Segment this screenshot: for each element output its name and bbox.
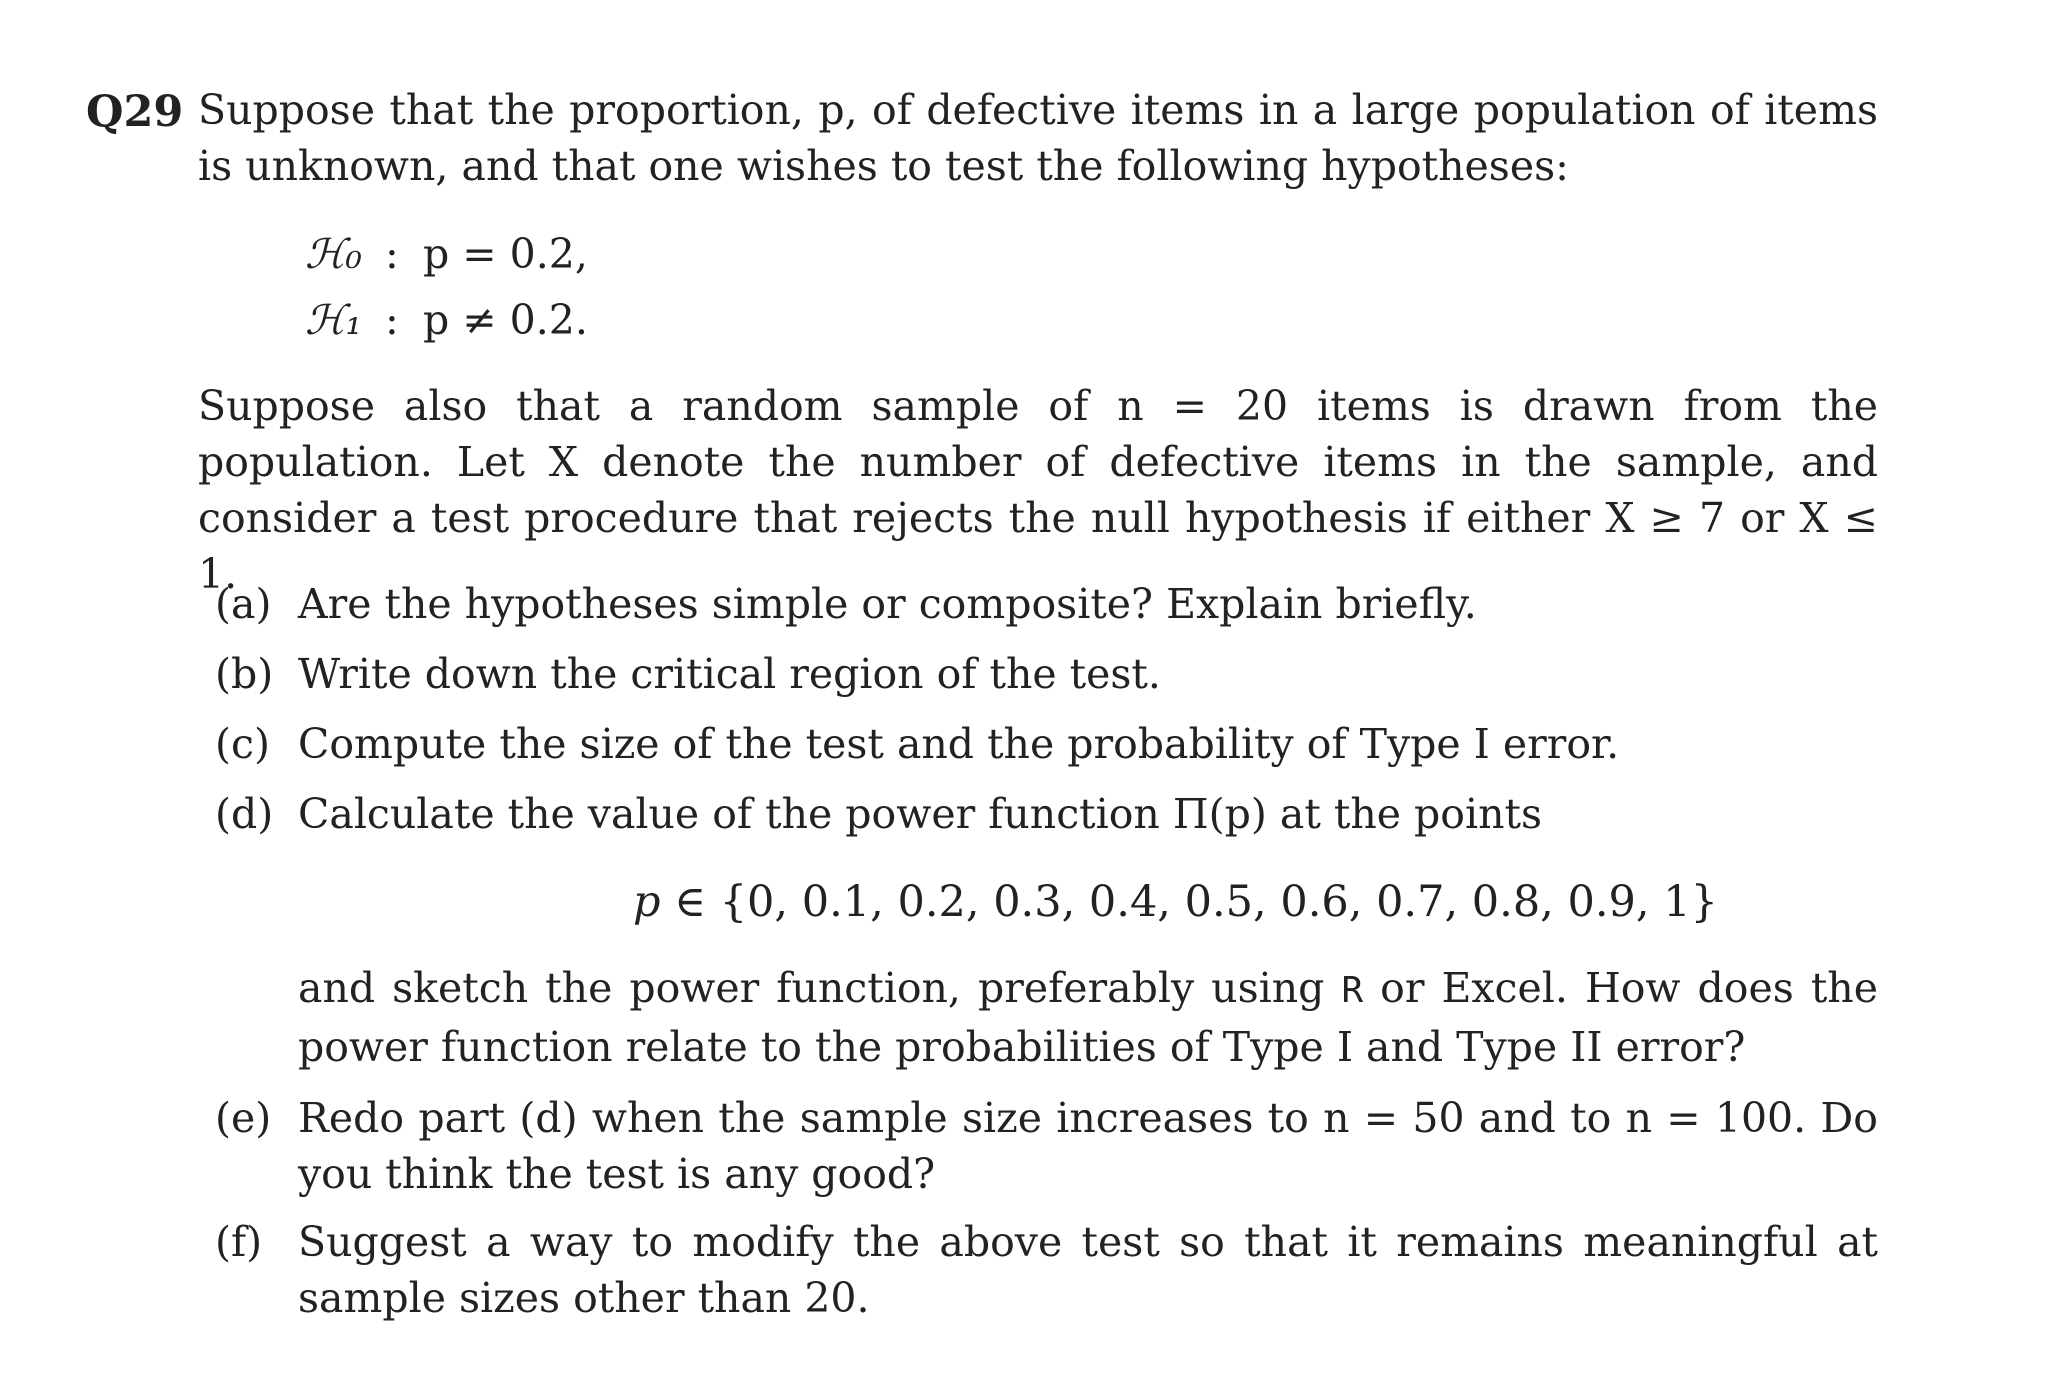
test-procedure-paragraph: Suppose also that a random sample of n = 20 items is drawn from the population. Let X denote the number of defective items in the sample, and consider a test procedure that rejects the null hypothesis if either X ≥ 7 or X ≤ 1. [198,382,1878,598]
part-label: (c) [215,720,270,768]
part-text: Calculate the value of the power function Π(p) at the points [298,790,1542,838]
alternative-hypothesis [305,292,588,348]
part-d-continuation-after: or Excel. How does the power function relate to the probabilities of Type I and Type II error? [298,964,1878,1071]
p-set-values: ∈ {0, 0.1, 0.2, 0.3, 0.4, 0.5, 0.6, 0.7, 0.8, 0.9, 1} [660,877,1718,927]
part-label: (d) [215,790,274,838]
part-text: Are the hypotheses simple or composite? Explain briefly. [298,580,1477,628]
part-label: (f) [215,1218,263,1266]
part-label: (e) [215,1094,272,1142]
alternative-hypothesis-colon: : [385,296,399,344]
null-hypothesis-colon: : [385,230,399,278]
part-d-continuation [298,960,1878,1075]
alternative-hypothesis-text: p ≠ 0.2. [423,296,588,344]
part-d-continuation-before: and sketch the power function, preferably using [298,964,1342,1012]
null-hypothesis-text: p = 0.2, [423,230,588,278]
p-variable: p [633,877,661,927]
part-label: (a) [215,580,272,628]
part-text: Suggest a way to modify the above test so that it remains meaningful at sample sizes other than 20. [298,1218,1878,1322]
alternative-hypothesis-symbol: ℋ₁ [305,296,362,344]
question-number: Q29 [86,87,184,137]
null-hypothesis-symbol: ℋ₀ [305,230,362,278]
part-text: Write down the critical region of the test. [298,650,1161,698]
part-text: Redo part (d) when the sample size increases to n = 50 and to n = 100. Do you think the test is any good? [298,1094,1878,1198]
r-software-name: R [1341,970,1364,1011]
null-hypothesis [305,226,588,282]
question-intro: Suppose that the proportion, p, of defective items in a large population of items is unknown, and that one wishes to test the following hypotheses: [198,86,1878,190]
part-label: (b) [215,650,274,698]
p-value-set [633,874,1718,930]
part-text: Compute the size of the test and the probability of Type I error. [298,720,1620,768]
